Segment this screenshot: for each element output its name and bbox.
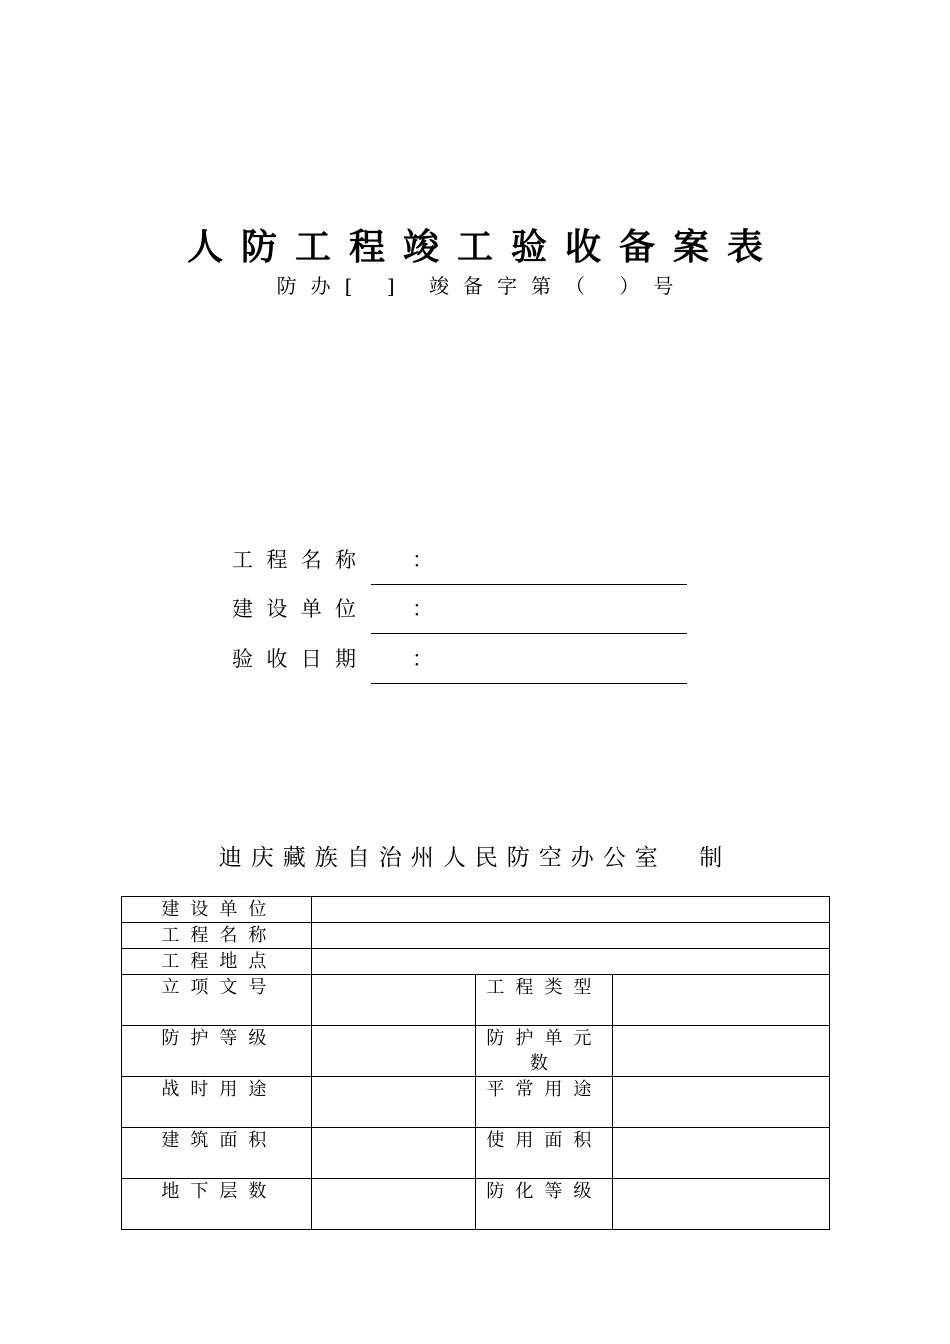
construction-unit-field: [232, 589, 692, 629]
project-type-value[interactable]: [613, 975, 830, 1026]
table-row: [122, 1026, 830, 1077]
protection-level-value[interactable]: [311, 1026, 476, 1077]
underground-floors-label: 地下层数: [122, 1179, 312, 1230]
project-name-cell-label: 工程名称: [122, 923, 312, 949]
acceptance-date-field: [232, 639, 692, 679]
table-row: [122, 1128, 830, 1179]
protection-level-label: 防护等级: [122, 1026, 312, 1077]
table-row: [122, 923, 830, 949]
usable-area-label: 使用面积: [476, 1128, 613, 1179]
protection-units-value[interactable]: [613, 1026, 830, 1077]
usable-area-value[interactable]: [613, 1128, 830, 1179]
peacetime-use-label: 平常用途: [476, 1077, 613, 1128]
protection-units-label: 防护单元数: [476, 1026, 613, 1077]
wartime-use-label: 战时用途: [122, 1077, 312, 1128]
acceptance-date-underline[interactable]: [371, 683, 687, 684]
construction-unit-cell-label: 建设单位: [122, 897, 312, 923]
table-row: [122, 1077, 830, 1128]
project-name-colon: ：: [412, 548, 433, 572]
underground-floors-value[interactable]: [311, 1179, 476, 1230]
wartime-use-value[interactable]: [311, 1077, 476, 1128]
page-title: 人防工程竣工验收备案表: [186, 226, 781, 268]
acceptance-date-label: 验 收 日 期: [232, 647, 357, 671]
construction-unit-label: 建 设 单 位: [232, 597, 357, 621]
project-location-cell-value[interactable]: [311, 949, 829, 975]
acceptance-date-colon: ：: [412, 647, 433, 671]
approval-number-label: 立项文号: [122, 975, 312, 1026]
record-table: [121, 896, 830, 1230]
construction-unit-cell-value[interactable]: [311, 897, 829, 923]
table-row: [122, 897, 830, 923]
chemical-protection-value[interactable]: [613, 1179, 830, 1230]
construction-unit-underline[interactable]: [371, 633, 687, 634]
project-location-cell-label: 工程地点: [122, 949, 312, 975]
project-name-underline[interactable]: [371, 584, 687, 585]
issuer: 迪庆藏族自治州人民防空办公室 制: [218, 845, 732, 871]
project-name-cell-value[interactable]: [311, 923, 829, 949]
table-row: [122, 975, 830, 1026]
project-type-label: 工程类型: [476, 975, 613, 1026]
table-row: [122, 949, 830, 975]
document-number: 防办[ ] 竣备字第（ ）号: [276, 274, 688, 298]
building-area-value[interactable]: [311, 1128, 476, 1179]
construction-unit-colon: ：: [412, 597, 433, 621]
building-area-label: 建筑面积: [122, 1128, 312, 1179]
project-name-label: 工 程 名 称: [232, 548, 357, 572]
chemical-protection-label: 防化等级: [476, 1179, 613, 1230]
peacetime-use-value[interactable]: [613, 1077, 830, 1128]
table-row: [122, 1179, 830, 1230]
project-name-field: [232, 540, 692, 580]
approval-number-value[interactable]: [311, 975, 476, 1026]
